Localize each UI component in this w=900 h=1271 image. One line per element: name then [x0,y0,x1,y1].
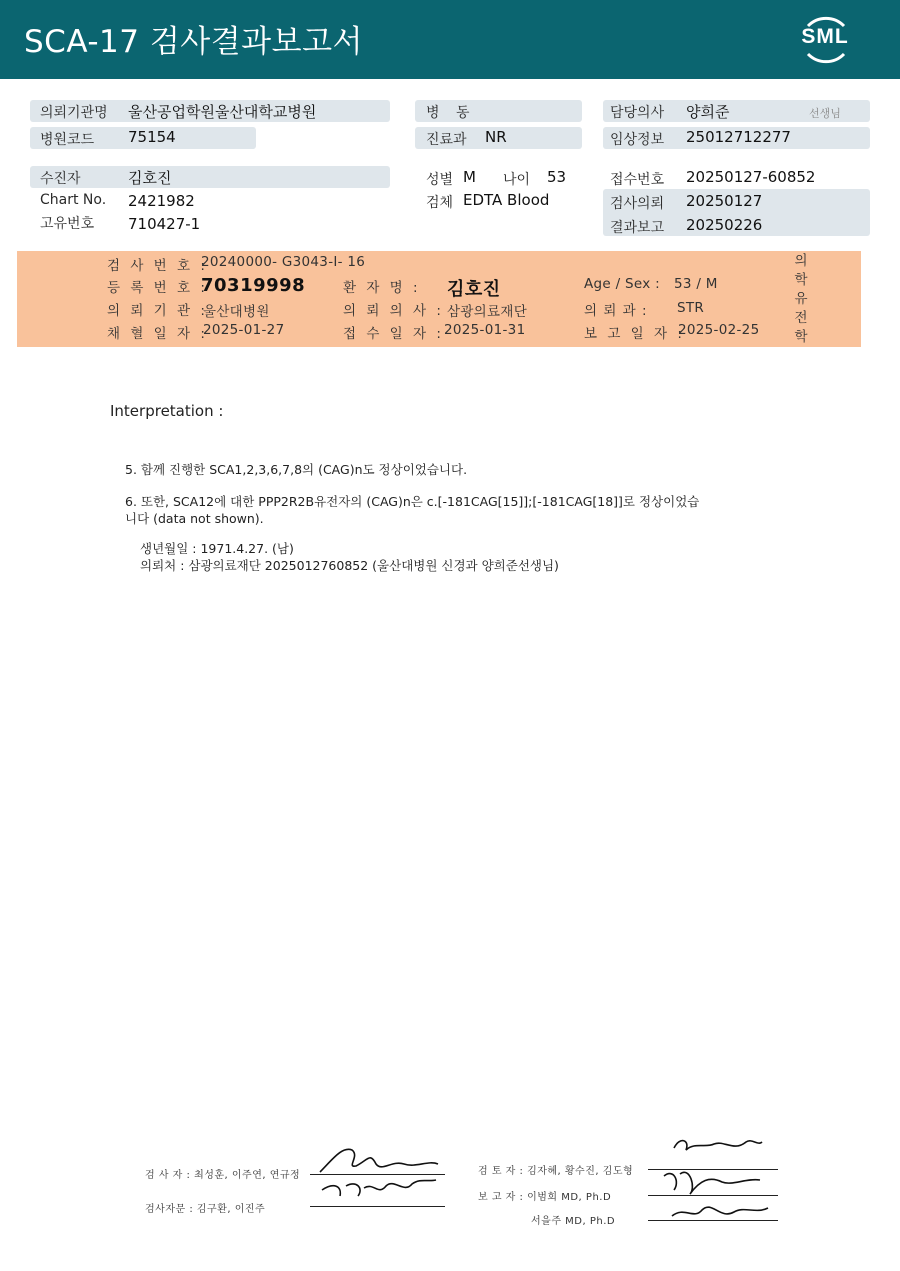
specimen-value: EDTA Blood [463,191,550,209]
examiners-line: 검 사 자 : 최성훈, 이주연, 연규정 [145,1170,301,1181]
collect-date-value: 2025-01-27 [203,322,285,338]
patient-field [30,166,390,188]
logo-text: SML [801,25,849,48]
chart-no-value: 2421982 [128,192,195,210]
clinical-info-value: 25012712277 [686,128,791,146]
vertical-dept-label [793,252,809,347]
sex-label: 성별 [426,172,454,188]
department-label: 진료과 [426,132,467,148]
reviewers-line: 검 토 자 : 김자혜, 황수진, 김도형 [478,1166,634,1177]
receipt-no-value: 20250127-60852 [686,168,816,186]
report-date-label: 보 고 일 자 : [584,326,685,342]
reg-no-value: 70319998 [201,275,306,296]
sex-value: M [463,168,476,186]
unique-no-label: 고유번호 [40,216,95,232]
page-title: SCA-17 검사결과보고서 [24,24,363,60]
side-char: 전 [794,310,808,326]
side-char: 의 [794,253,808,269]
req-dept-label: 의 뢰 과 : [584,303,648,319]
reporter-2-line: 서을주 MD, Ph.D [531,1216,616,1227]
clinical-info-label: 임상정보 [610,132,665,148]
examiner-signature [312,1138,452,1208]
sml-logo [796,12,856,68]
collect-date-label: 채 혈 일 자 : [107,326,208,342]
referral-note: 의뢰처 : 삼광의료재단 2025012760852 (울산대병원 신경과 양희준선생님) [140,558,559,573]
report-header [0,0,900,79]
result-report-label: 결과보고 [610,220,665,236]
age-label: 나이 [503,172,531,188]
age-sex-value: 53 / M [674,276,718,292]
unique-no-value: 710427-1 [128,215,201,233]
age-sex-label: Age / Sex : [584,276,661,292]
age-value: 53 [547,168,567,186]
req-doctor-value: 삼광의료재단 [447,304,528,320]
test-request-label: 검사의뢰 [610,196,665,212]
receipt-no-label: 접수번호 [610,172,665,188]
patient-name-label: 환 자 명 : [343,280,421,296]
reporter-1-line: 보 고 자 : 이범희 MD, Ph.D [478,1192,612,1203]
interpretation-item-5: 5. 함께 진행한 SCA1,2,3,6,7,8의 (CAG)n도 정상이었습니다. [125,462,468,477]
req-doctor-label: 의 뢰 의 사 : [343,303,444,319]
doctor-label: 담당의사 [610,105,665,121]
hospital-code-value: 75154 [128,128,176,146]
institution-label: 의뢰기관명 [40,105,108,121]
test-request-value: 20250127 [686,192,763,210]
patient-label: 수진자 [40,171,81,187]
side-char: 학 [794,329,808,345]
reviewer-signature [650,1128,780,1228]
hospital-code-label: 병원코드 [40,132,95,148]
receive-date-value: 2025-01-31 [444,322,526,338]
receive-date-label: 접 수 일 자 : [343,326,444,342]
chart-no-label: Chart No. [40,192,107,208]
institution-value-2: 울산대병원 [203,304,270,320]
advisors-line: 검사자문 : 김구환, 이진주 [145,1204,266,1215]
interpretation-item-6-line-2: 니다 (data not shown). [125,511,264,526]
interpretation-item-6-line-1: 6. 또한, SCA12에 대한 PPP2R2B유전자의 (CAG)n은 c.[-181CAG[15]];[-181CAG[18]]로 정상이었습 [125,494,700,509]
doctor-suffix: 선생님 [809,107,841,120]
report-date-value: 2025-02-25 [678,322,760,338]
institution-value: 울산공업학원울산대학교병원 [128,103,317,121]
institution-label-2: 의 뢰 기 관 : [107,303,208,319]
doctor-value: 양희준 [686,103,730,121]
reg-no-label: 등 록 번 호 : [107,280,208,296]
patient-value: 김호진 [128,169,172,187]
ward-label: 병 동 [426,105,476,121]
interpretation-title: Interpretation : [110,402,224,420]
birth-date-note: 생년월일 : 1971.4.27. (남) [140,541,294,556]
test-no-label: 검 사 번 호 : [107,258,208,274]
side-char: 학 [794,272,808,288]
specimen-label: 검체 [426,195,454,211]
result-report-value: 20250226 [686,216,763,234]
test-no-value: 20240000- G3043-I- 16 [201,254,366,270]
patient-name-value: 김호진 [447,279,501,300]
side-char: 유 [794,291,808,307]
department-value: NR [485,128,507,146]
req-dept-value: STR [677,300,705,316]
